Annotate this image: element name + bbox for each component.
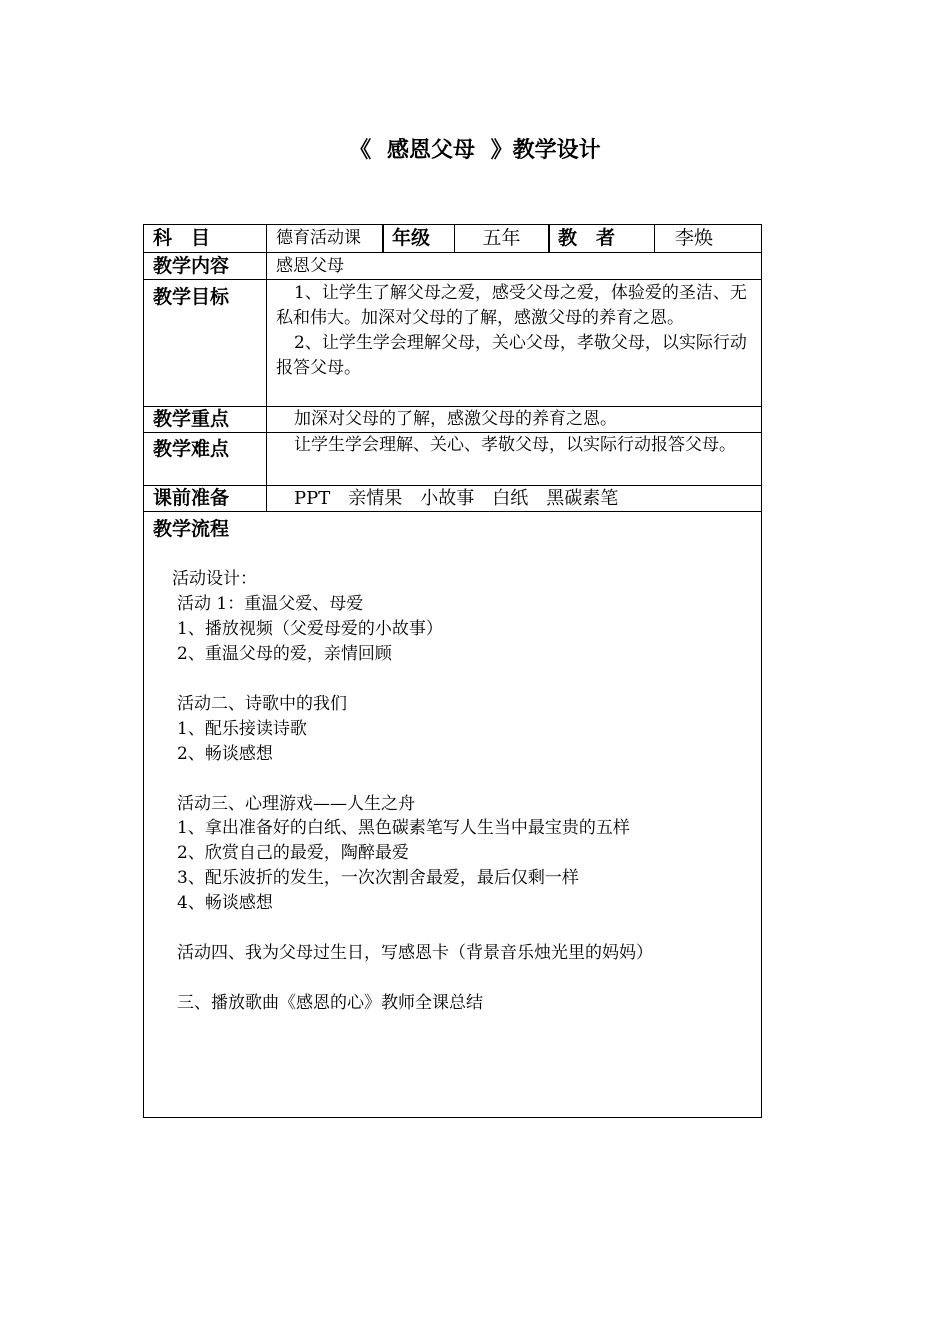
goals-content — [266, 280, 761, 406]
row-content — [144, 253, 761, 280]
content-label: 教学内容 — [153, 255, 230, 277]
flow-line-8: 活动三、心理游戏——人生之舟 — [177, 794, 415, 814]
row-difficulty — [144, 433, 761, 486]
flow-line-3: 1、播放视频（父爱母爱的小故事） — [177, 619, 443, 639]
grade-value: 五年 — [454, 225, 548, 252]
teacher-value: 李焕 — [654, 225, 761, 252]
prep-value: PPT 亲情果 小故事 白纸 黑碳素笔 — [266, 486, 761, 511]
lesson-plan-table — [143, 224, 762, 1118]
difficulty-value: 让学生学会理解、关心、孝敬父母，以实际行动报答父母。 — [294, 435, 736, 455]
flow-line-9: 1、拿出准备好的白纸、黑色碳素笔写人生当中最宝贵的五样 — [177, 818, 630, 838]
flow-line-7: 2、畅谈感想 — [177, 744, 273, 764]
flow-line-11: 3、配乐波折的发生，一次次割舍最爱，最后仅剩一样 — [177, 868, 579, 888]
content-value: 感恩父母 — [266, 253, 761, 279]
row-flow — [144, 512, 761, 1117]
flow-line-10: 2、欣赏自己的最爱，陶醉最爱 — [177, 843, 409, 863]
subject-value: 德育活动课 — [266, 225, 382, 252]
row-prep — [144, 486, 761, 512]
key-label: 教学重点 — [153, 408, 230, 430]
grade-label: 年级 — [382, 225, 454, 252]
row-key — [144, 407, 761, 433]
title-open-bracket: 《 — [349, 138, 372, 163]
flow-line-6: 1、配乐接读诗歌 — [177, 719, 307, 739]
title-close: 》教学设计 — [490, 138, 601, 163]
goals-label: 教学目标 — [153, 286, 230, 308]
title-main: 感恩父母 — [386, 138, 475, 163]
flow-label: 教学流程 — [153, 518, 230, 540]
flow-line-2: 活动 1：重温父爱、母爱 — [177, 594, 364, 614]
document-title — [0, 133, 950, 164]
goal-item-2: 2、让学生学会理解父母，关心父母，孝敬父母，以实际行动报答父母。 — [276, 333, 747, 378]
flow-line-5: 活动二、诗歌中的我们 — [177, 694, 347, 714]
teacher-label: 教 者 — [548, 225, 654, 252]
prep-label: 课前准备 — [153, 487, 230, 509]
row-goals — [144, 280, 761, 407]
row-subject — [144, 225, 761, 253]
difficulty-label: 教学难点 — [153, 438, 230, 460]
difficulty-content — [266, 433, 761, 485]
flow-line-12: 4、畅谈感想 — [177, 893, 273, 913]
flow-line-13: 活动四、我为父母过生日，写感恩卡（背景音乐烛光里的妈妈） — [177, 943, 653, 963]
flow-line-4: 2、重温父母的爱，亲情回顾 — [177, 644, 392, 664]
flow-line-14: 三、播放歌曲《感恩的心》教师全课总结 — [177, 993, 483, 1013]
flow-line-1: 活动设计： — [172, 569, 257, 589]
key-value: 加深对父母的了解，感激父母的养育之恩。 — [266, 407, 761, 432]
goal-item-1: 1、让学生了解父母之爱，感受父母之爱，体验爱的圣洁、无私和伟大。加深对父母的了解，感激父母的养育之恩。 — [276, 283, 747, 328]
subject-label: 科 目 — [153, 227, 211, 249]
